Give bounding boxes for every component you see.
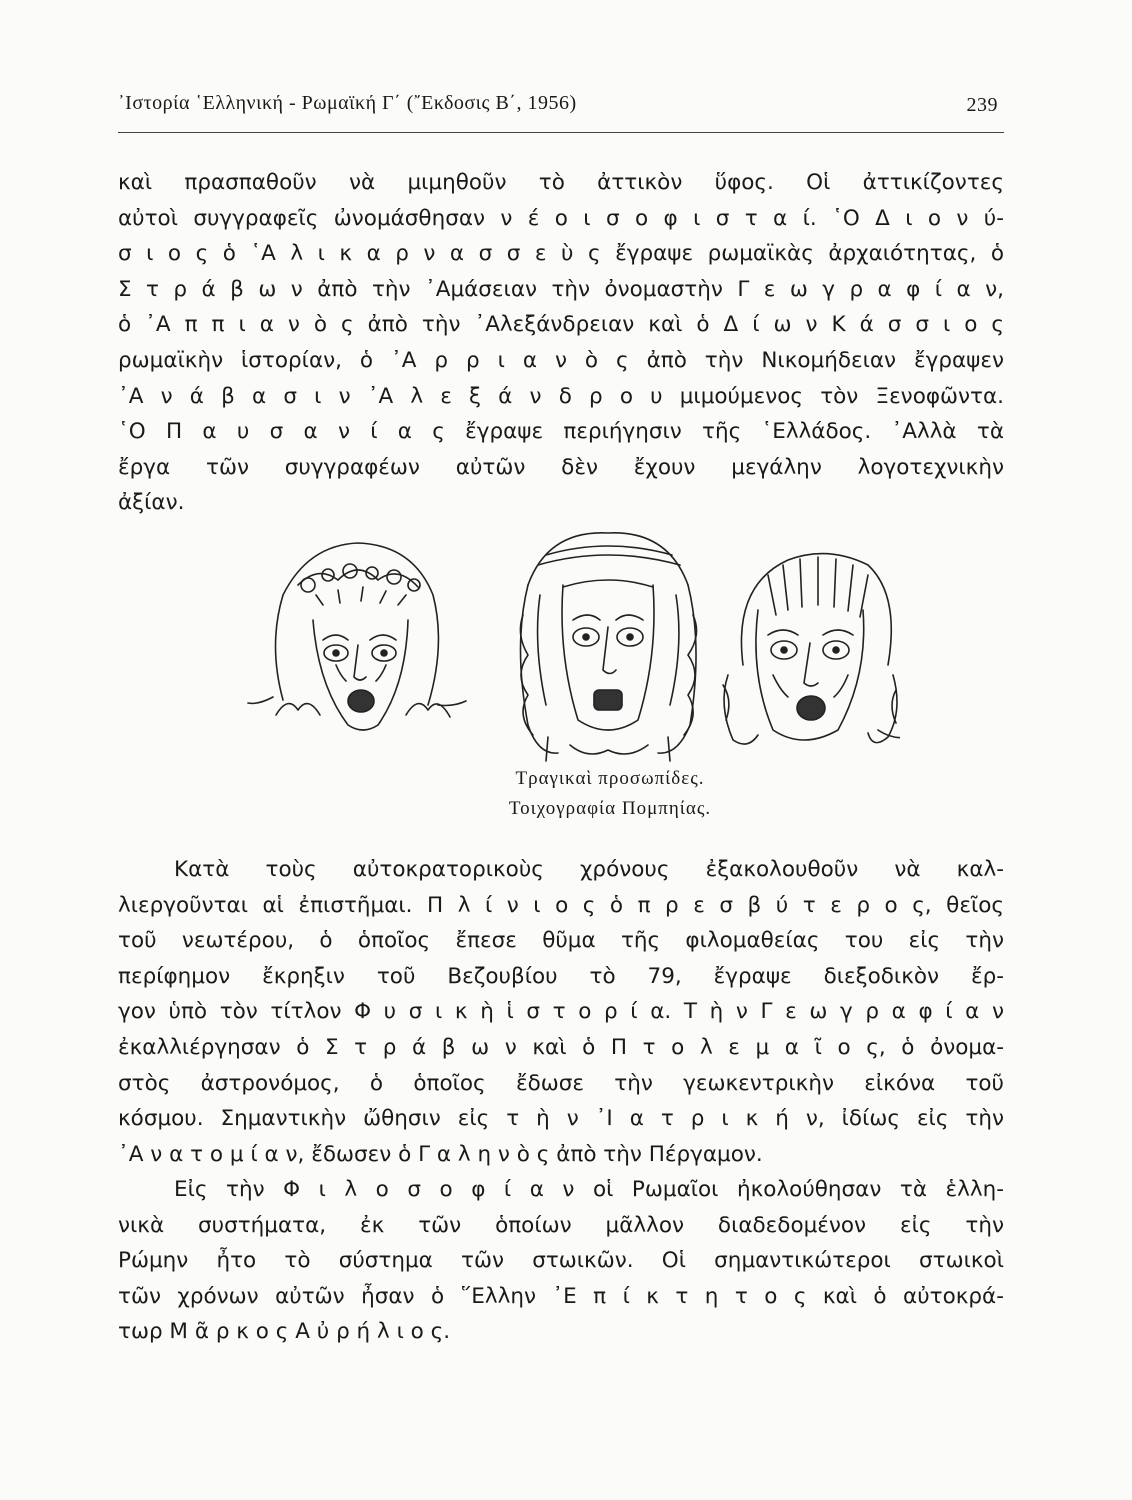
text-line: λιεργοῦνται αἱ ἐπιστῆμαι. Π λ ί ν ι ο ς ὁ π ρ ε σ β ύ τ ε ρ ο ς, θεῖος xyxy=(118,892,1004,918)
text-line: κόσμου. Σημαντικὴν ὤθησιν εἰς τ ὴ ν ᾿Ι α τ ρ ι κ ή ν, ἰδίως εἰς τὴν xyxy=(118,1106,1004,1132)
header-rule xyxy=(118,132,1004,133)
running-head-title: ᾿Ιστορία ῾Ελληνική - Ρωμαϊκή Γ΄ (῎Εκδοσις Β΄, 1956) xyxy=(118,92,577,114)
text-line: ἐκαλλιέργησαν ὁ Σ τ ρ ά β ω ν καὶ ὁ Π τ ο λ ε μ α ῖ ο ς, ὁ ὀνομα- xyxy=(118,1034,1004,1060)
text-line: Σ τ ρ ά β ω ν ἀπὸ τὴν ᾿Αμάσειαν τὴν ὀνομαστὴν Γ ε ω γ ρ α φ ί α ν, xyxy=(118,276,1004,302)
text-line: αὐτοὶ συγγραφεῖς ὠνομάσθησαν ν έ ο ι σ ο φ ι σ τ α ί. ῾Ο Δ ι ο ν ύ- xyxy=(118,205,1004,231)
text-line: τωρ Μ ᾶ ρ κ ο ς Α ὐ ρ ή λ ι ο ς. xyxy=(118,1319,451,1345)
text-line: τοῦ νεωτέρου, ὁ ὁποῖος ἔπεσε θῦμα τῆς φιλομαθείας του εἰς τὴν xyxy=(118,928,1004,954)
text-line: ρωμαϊκὴν ἱστορίαν, ὁ ᾿Α ρ ρ ι α ν ὸ ς ἀπὸ τὴν Νικομήδειαν ἔγραψεν xyxy=(118,347,1004,373)
tragic-mask-left xyxy=(248,543,466,730)
figure-caption-line-2: Τοιχογραφία Πομπηίας. xyxy=(508,798,712,819)
tragic-mask-center xyxy=(520,533,696,761)
text-line: Εἰς τὴν Φ ι λ ο σ ο φ ί α ν οἱ Ρωμαῖοι ἠκολούθησαν τὰ ἑλλη- xyxy=(174,1177,1004,1202)
text-line: γον ὑπὸ τὸν τίτλον Φ υ σ ι κ ὴ ἱ σ τ ο ρ ί α. Τ ὴ ν Γ ε ω γ ρ α φ ί α ν xyxy=(118,999,1004,1025)
paragraph-2 xyxy=(118,852,1004,1172)
text-line: Κατὰ τοὺς αὐτοκρατορικοὺς χρόνους ἐξακολουθοῦν νὰ καλ- xyxy=(174,857,1004,882)
running-head xyxy=(118,92,1006,132)
paragraph-1 xyxy=(118,165,1004,521)
text-line: τῶν χρόνων αὐτῶν ἦσαν ὁ ῞Ελλην ᾿Ε π ί κ τ η τ ο ς καὶ ὁ αὐτοκρά- xyxy=(118,1283,1004,1309)
text-line: ᾿Α ν α τ ο μ ί α ν, ἔδωσεν ὁ Γ α λ η ν ὸ ς ἀπὸ τὴν Πέργαμον. xyxy=(118,1141,763,1167)
text-line: ὁ ᾿Α π π ι α ν ὸ ς ἀπὸ τὴν ᾿Αλεξάνδρειαν καὶ ὁ Δ ί ω ν Κ ά σ σ ι ο ς xyxy=(118,312,1004,338)
text-line: καὶ πρασπαθοῦν νὰ μιμηθοῦν τὸ ἀττικὸν ὕφος. Οἱ ἀττικίζοντες xyxy=(118,170,1004,195)
tragic-mask-right xyxy=(723,554,900,744)
figure-caption-line-1: Τραγικαὶ προσωπίδες. xyxy=(515,768,705,789)
paragraph-3 xyxy=(118,1172,1004,1350)
text-line: ἔργα τῶν συγγραφέων αὐτῶν δὲν ἔχουν μεγάλην λογοτεχνικὴν xyxy=(118,454,1004,480)
text-line: νικὰ συστήματα, ἐκ τῶν ὁποίων μᾶλλον διαδεδομένον εἰς τὴν xyxy=(118,1212,1004,1238)
text-line: ἀξίαν. xyxy=(118,490,185,516)
page-number: 239 xyxy=(966,94,998,116)
text-line: στὸς ἀστρονόμος, ὁ ὁποῖος ἔδωσε τὴν γεωκεντρικὴν εἰκόνα τοῦ xyxy=(118,1070,1004,1096)
text-line: ῾Ο Π α υ σ α ν ί α ς ἔγραψε περιήγησιν τῆς ῾Ελλάδος. ᾿Αλλὰ τὰ xyxy=(118,419,1004,445)
text-line: περίφημον ἔκρηξιν τοῦ Βεζουβίου τὸ 79, ἔγραψε διεξοδικὸν ἔρ- xyxy=(118,963,1004,989)
text-line: Ρώμην ἦτο τὸ σύστημα τῶν στωικῶν. Οἱ σημαντικώτεροι στωικοὶ xyxy=(118,1248,1004,1274)
text-line: ᾿Α ν ά β α σ ι ν ᾿Α λ ε ξ ά ν δ ρ ο υ μιμούμενος τὸν Ξενοφῶντα. xyxy=(118,383,1004,409)
text-line: σ ι ο ς ὁ ῾Α λ ι κ α ρ ν α σ σ ε ὺ ς ἔγραψε ρωμαϊκὰς ἀρχαιότητας, ὁ xyxy=(118,241,1004,267)
tragic-masks-illustration xyxy=(228,525,900,765)
